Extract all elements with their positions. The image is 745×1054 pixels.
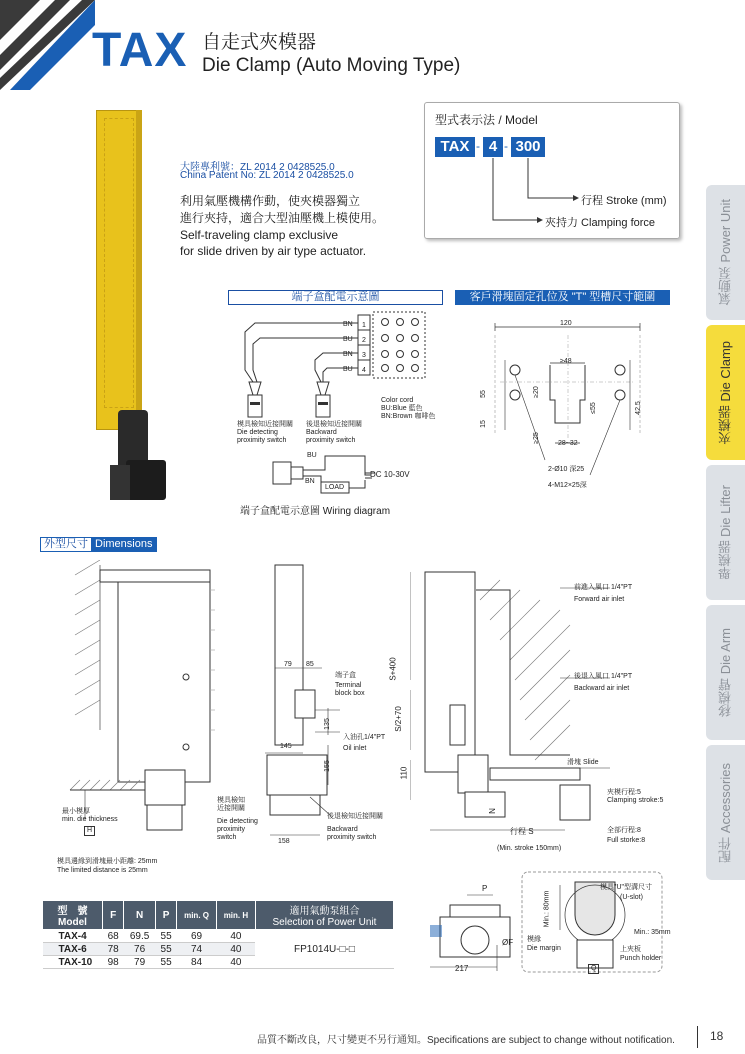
- sidebar-tab-label: 夾模器 Die Clamp: [718, 340, 733, 445]
- bottom-f: ØF: [502, 938, 514, 947]
- sidebar-tab-die-arm[interactable]: [706, 605, 745, 740]
- dc-voltage-label: DC 10-30V: [370, 470, 410, 479]
- cell-n: 76: [124, 943, 156, 956]
- sidebar-tab-label: 配件 Accessories: [718, 762, 733, 863]
- die-detect-zh: 模具檢知近接開關: [237, 421, 293, 428]
- cell-model: TAX-4: [43, 930, 103, 943]
- cell-h: 40: [216, 943, 255, 956]
- slot-hole2: 4-M12×25深: [548, 482, 587, 489]
- cell-model: TAX-10: [43, 956, 103, 969]
- limit-en: The limited distance is 25mm: [57, 867, 148, 874]
- slot-d25: ≥25: [532, 432, 540, 444]
- dimension-drawing-right: [410, 560, 670, 850]
- back-prox-en1: Backward: [327, 826, 358, 833]
- th-p: P: [155, 901, 176, 930]
- header-title-zh: 自走式夾模器: [202, 32, 317, 53]
- u-slot-en: (U-slot): [620, 894, 643, 901]
- dim-85: 85: [306, 661, 314, 668]
- terminal-3: 3: [362, 352, 366, 359]
- dim-n: N: [487, 808, 497, 814]
- slot-d2832: 28~32: [558, 440, 578, 447]
- spec-table-header: [43, 901, 394, 930]
- die-det-en3: switch: [217, 834, 237, 841]
- bwd-air-zh: 後退入風口 1/4"PT: [574, 673, 633, 680]
- slot-d425: 42.5: [634, 401, 642, 415]
- slot-d55b: ≤55: [589, 402, 597, 414]
- wiring-caption: 端子盒配電示意圖 Wiring diagram: [240, 506, 391, 517]
- die-margin-zh: 模緣: [527, 936, 541, 943]
- dim-135: 135: [323, 718, 331, 730]
- sidebar-tab-accessories[interactable]: [706, 745, 745, 880]
- full-stroke-en: Full storke:8: [607, 837, 646, 844]
- die-det-en2: proximity: [217, 826, 246, 833]
- header: [0, 0, 745, 90]
- die-thickness-zh: 最小模厚: [62, 808, 90, 815]
- th-model: 型 號 Model: [43, 901, 103, 930]
- h-label: H: [84, 826, 95, 836]
- cell-f: 68: [103, 930, 124, 943]
- dim-s2: S/2+70: [393, 706, 403, 732]
- wire-label-2: BU: [343, 336, 353, 343]
- wire-label-1: BN: [343, 321, 353, 328]
- slot-d120: 120: [560, 320, 572, 327]
- patent-en: China Patent No: ZL 2014 2 0428525.0: [180, 170, 354, 181]
- th-n: N: [124, 901, 156, 930]
- model-box: 型式表示法 / Model TAX - 4 - 300 行程 Stroke (mm) 夾持力 Clamping force: [424, 102, 680, 239]
- color-cord-label: Color cord: [381, 397, 414, 404]
- u-min35: Min.: 35mm: [634, 929, 671, 936]
- patent-zh: 大陸專利號：ZL 2014 2 0428525.0: [180, 162, 335, 173]
- wire-label-3: BN: [343, 351, 353, 358]
- model-force-label: 夾持力 Clamping force: [545, 217, 656, 229]
- cell-n: 69.5: [124, 930, 156, 943]
- model-code-tax: TAX: [435, 137, 475, 157]
- terminal-box-en1: Terminal: [335, 682, 362, 689]
- oil-inlet-en: Oil inlet: [343, 745, 367, 752]
- slot-d55: 55: [479, 390, 487, 398]
- clamp-stroke-zh: 夾模行程:5: [607, 789, 641, 796]
- description-zh-1: 利用氣壓機構作動，使夾模器獨立: [180, 194, 361, 208]
- back-detect-en1: Backward: [306, 429, 337, 436]
- th-q: min. Q: [177, 901, 217, 930]
- model-code-stroke: 300: [511, 137, 545, 157]
- description-en-1: Self-traveling clamp exclusive: [180, 228, 339, 242]
- dimension-drawing-left: [55, 560, 220, 840]
- dim-155: 155: [323, 760, 331, 772]
- back-detect-en2: proximity switch: [306, 437, 356, 444]
- description-en-2: for slide driven by air type actuator.: [180, 244, 367, 258]
- oil-inlet-zh: 入油孔1/4"PT: [343, 734, 386, 741]
- terminal-box-zh: 端子盒: [335, 672, 356, 679]
- min-stroke: (Min. stroke 150mm): [497, 845, 562, 852]
- th-h: min. H: [216, 901, 255, 930]
- sensor-bu-label: BU: [307, 452, 317, 459]
- spec-table: [42, 900, 394, 969]
- die-margin-en: Die margin: [527, 945, 561, 952]
- u-min80: Min.: 80mm: [543, 890, 551, 928]
- slot-hole1: 2-Ø10 深25: [548, 466, 585, 473]
- back-prox-zh: 後退檢知近接開關: [327, 813, 383, 820]
- cell-q: 84: [177, 956, 217, 969]
- back-detect-zh: 後退檢知近接開關: [306, 421, 362, 428]
- cell-power-unit: FP1014U-□-□: [255, 930, 393, 969]
- fwd-air-en: Forward air inlet: [574, 596, 625, 603]
- die-det-en1: Die detecting: [217, 818, 258, 825]
- sidebar-tab-power-unit[interactable]: [706, 185, 745, 320]
- model-stroke-label: 行程 Stroke (mm): [581, 195, 667, 207]
- cell-h: 40: [216, 956, 255, 969]
- model-code-force: 4: [483, 137, 503, 157]
- sidebar-tab-label: 移模臂 Die Arm: [718, 628, 733, 717]
- bottom-diagram-side: [425, 885, 525, 980]
- die-thickness-en: min. die thickness: [62, 816, 118, 823]
- limit-zh: 模具邊緣到滑塊最小距離: 25mm: [57, 858, 158, 865]
- bn-brown-label: BN:Brown 咖啡色: [381, 413, 436, 420]
- die-det-zh2: 近接開關: [217, 805, 245, 812]
- cell-p: 55: [155, 930, 176, 943]
- dim-158: 158: [278, 838, 290, 845]
- sidebar-tab-die-lifter[interactable]: [706, 465, 745, 600]
- header-title-en: Die Clamp (Auto Moving Type): [202, 55, 461, 76]
- footer-note: 品質不斷改良，尺寸變更不另行通知。Specifications are subject to change without notification.: [257, 1035, 675, 1046]
- stroke-s: 行程 S: [510, 827, 534, 836]
- die-detect-en1: Die detecting: [237, 429, 278, 436]
- terminal-4: 4: [362, 367, 366, 374]
- load-label: LOAD: [325, 484, 345, 491]
- description-zh-2: 進行夾持，適合大型油壓機上模使用。: [180, 211, 385, 225]
- die-det-zh1: 模具檢知: [217, 797, 245, 804]
- clamp-stroke-en: Clamping stroke:5: [607, 797, 664, 804]
- th-power-unit: 適用氣動泵組合 Selection of Power Unit: [255, 901, 393, 930]
- bottom-p: P: [482, 884, 488, 893]
- u-slot-zh: 模具"U"型溝尺寸: [600, 884, 653, 891]
- product-photo: [90, 110, 170, 510]
- fwd-air-zh: 前進入風口 1/4"PT: [574, 584, 633, 591]
- dim-145: 145: [280, 743, 292, 750]
- page-number: 18: [710, 1029, 724, 1043]
- dim-79: 79: [284, 661, 292, 668]
- cell-q: 74: [177, 943, 217, 956]
- cell-p: 55: [155, 956, 176, 969]
- sidebar-tab-die-clamp[interactable]: [706, 325, 745, 460]
- full-stroke-zh: 全部行程:8: [607, 827, 641, 834]
- model-box-title: 型式表示法 / Model: [435, 113, 538, 127]
- cell-model: TAX-6: [43, 943, 103, 956]
- die-detect-en2: proximity switch: [237, 437, 287, 444]
- th-f: F: [103, 901, 124, 930]
- wire-label-4: BU: [343, 366, 353, 373]
- cell-n: 79: [124, 956, 156, 969]
- terminal-2: 2: [362, 337, 366, 344]
- bu-blue-label: BU:Blue 藍色: [381, 405, 423, 412]
- terminal-1: 1: [362, 322, 366, 329]
- slot-d20: ≥20: [532, 386, 540, 398]
- sensor-bn-label: BN: [305, 478, 315, 485]
- footer-divider: [697, 1026, 698, 1048]
- cell-q: 69: [177, 930, 217, 943]
- cell-f: 78: [103, 943, 124, 956]
- header-stripes: [0, 0, 95, 90]
- cell-p: 55: [155, 943, 176, 956]
- slide-label: 滑塊 Slide: [567, 759, 599, 766]
- dimensions-label-zh: 外型尺寸: [44, 538, 88, 550]
- table-row: [43, 930, 394, 943]
- cell-h: 40: [216, 930, 255, 943]
- slot-d48: ≥48: [560, 358, 572, 365]
- header-code: TAX: [92, 24, 188, 77]
- bottom-217: 217: [455, 964, 469, 973]
- slot-d15: 15: [479, 420, 487, 428]
- wiring-header: 端子盒配電示意圖: [228, 290, 443, 305]
- slot-header: 客戶滑塊固定孔位及 "T" 型槽尺寸範圍: [455, 290, 670, 305]
- dim-110: 110: [399, 766, 409, 780]
- terminal-box-en2: block box: [335, 690, 365, 697]
- punch-holder-en: Punch holder: [620, 955, 662, 962]
- sidebar-tab-label: 舉模器 Die Lifter: [718, 485, 733, 580]
- dimensions-label: [40, 537, 157, 552]
- dimension-drawing-middle: [255, 560, 405, 850]
- back-prox-en2: proximity switch: [327, 834, 377, 841]
- punch-holder-zh: 上夾板: [620, 946, 641, 953]
- sidebar-tab-label: 氣動泵 Power Unit: [718, 199, 733, 306]
- bwd-air-en: Backward air inlet: [574, 685, 630, 692]
- dimensions-label-en: Dimensions: [91, 538, 156, 551]
- u-q: Q: [588, 964, 599, 974]
- dim-s400: S+400: [388, 657, 398, 681]
- cell-f: 98: [103, 956, 124, 969]
